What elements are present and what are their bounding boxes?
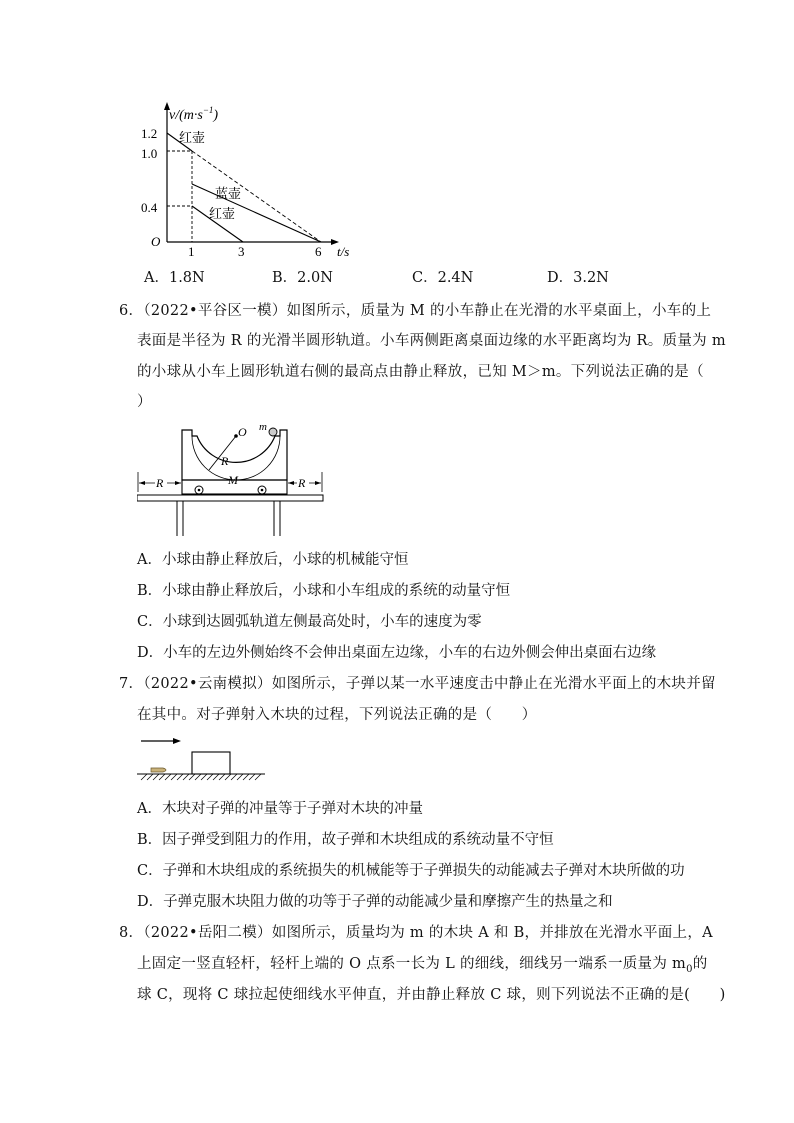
q8-stem-line-2	[137, 954, 708, 980]
q7-option-a[interactable]: A．木块对子弹的冲量等于子弹对木块的冲量	[137, 801, 423, 817]
q7-option-d[interactable]: D．子弹克服木块阻力做的功等于子弹的动能减少量和摩擦产生的热量之和	[137, 894, 613, 910]
dim-left-head-2	[175, 481, 181, 485]
q7-stem-line-2: 在其中。对子弹射入木块的过程，下列说法正确的是（ ）	[137, 707, 537, 723]
label-m: m	[259, 421, 267, 433]
label-O: O	[238, 425, 247, 439]
dim-right-head-1	[288, 481, 294, 485]
q6-option-b[interactable]: B．小球由静止释放后，小球和小车组成的系统的动量守恒	[137, 583, 511, 599]
q8-stem-line-2-text: 上固定一竖直轻杆，轻杆上端的 O 点系一长为 L 的细线，细线另一端系一质量为 m	[137, 956, 687, 972]
q8-stem-line-1: 8．（2022•岳阳二模）如图所示，质量均为 m 的木块 A 和 B，并排放在光滑水平面上，A	[119, 925, 713, 941]
dim-right-head-2	[315, 481, 321, 485]
origin-label: O	[151, 234, 161, 249]
q7-option-b[interactable]: B．因子弹受到阻力的作用，故子弹和木块组成的系统动量不守恒	[137, 832, 554, 848]
ball	[269, 428, 277, 436]
q6-option-c[interactable]: C．小球到达圆弧轨道左侧最高处时，小车的速度为零	[137, 614, 482, 630]
q5-option-d[interactable]: D．3.2N	[547, 270, 609, 286]
dim-left-label: R	[156, 476, 164, 490]
velocity-arrow-head	[173, 738, 181, 744]
table-top	[137, 495, 323, 501]
dim-left-head-1	[139, 481, 145, 485]
q8-stem-line-2-tail: 的	[692, 956, 708, 972]
x-axis-label: t/s	[337, 244, 350, 259]
q6-option-d[interactable]: D．小车的左边外侧始终不会伸出桌面左边缘，小车的右边外侧会伸出桌面右边缘	[137, 645, 657, 661]
q6-stem-line-2: 表面是半径为 R 的光滑半圆形轨道。小车两侧距离桌面边缘的水平距离均为 R。质量为 m	[137, 333, 726, 349]
cart-on-table-figure	[137, 420, 327, 538]
wood-block	[192, 752, 230, 774]
q7-option-c[interactable]: C．子弹和木块组成的系统损失的机械能等于子弹损失的动能减去子弹对木块所做的功	[137, 863, 685, 879]
q6-stem-line-3: 的小球从小车上圆形轨道右侧的最高点由静止释放，已知 M＞m。下列说法正确的是（	[137, 364, 704, 380]
q8-subscript-zero: 0	[686, 963, 693, 975]
q5-option-a[interactable]: A．1.8N	[144, 270, 205, 286]
q6-option-a[interactable]: A．小球由静止释放后，小球的机械能守恒	[137, 552, 409, 568]
wheel-left-hub	[198, 489, 201, 492]
y-axis-label: $v/(m\cdot s^{-1})$	[169, 105, 219, 123]
x-tick-1: 1	[188, 244, 195, 259]
red-extension-dashed	[192, 151, 321, 242]
y-tick-0-4: 0.4	[141, 200, 158, 215]
x-tick-3: 3	[238, 244, 245, 259]
label-red-bottom: 红壶	[209, 206, 236, 221]
q6-stem-line-4: ）	[137, 394, 152, 410]
dim-right-label: R	[298, 476, 306, 490]
label-blue: 蓝壶	[215, 186, 242, 201]
label-red-top: 红壶	[179, 130, 206, 145]
q5-option-b[interactable]: B．2.0N	[272, 270, 333, 286]
bullet	[151, 768, 166, 772]
wheel-right-hub	[261, 489, 264, 492]
bullet-block-figure	[137, 734, 269, 786]
ground-hatching	[141, 774, 261, 780]
x-tick-6: 6	[315, 244, 322, 259]
y-tick-1-0: 1.0	[141, 146, 158, 161]
label-M: M	[228, 473, 238, 487]
y-tick-1-2: 1.2	[141, 126, 158, 141]
q7-stem-line-1: 7．（2022•云南模拟）如图所示，子弹以某一水平速度击中静止在光滑水平面上的木块并留	[119, 676, 716, 692]
q5-option-c[interactable]: C．2.4N	[412, 270, 474, 286]
label-R: R	[221, 454, 229, 468]
q8-stem-line-3: 球 C，现将 C 球拉起使细线水平伸直，并由静止释放 C 球，则下列说法不正确的是( )	[137, 987, 726, 1003]
velocity-time-graph	[135, 100, 365, 260]
q6-stem-line-1: 6．（2022•平谷区一模）如图所示，质量为 M 的小车静止在光滑的水平桌面上，小车的上	[119, 303, 712, 319]
